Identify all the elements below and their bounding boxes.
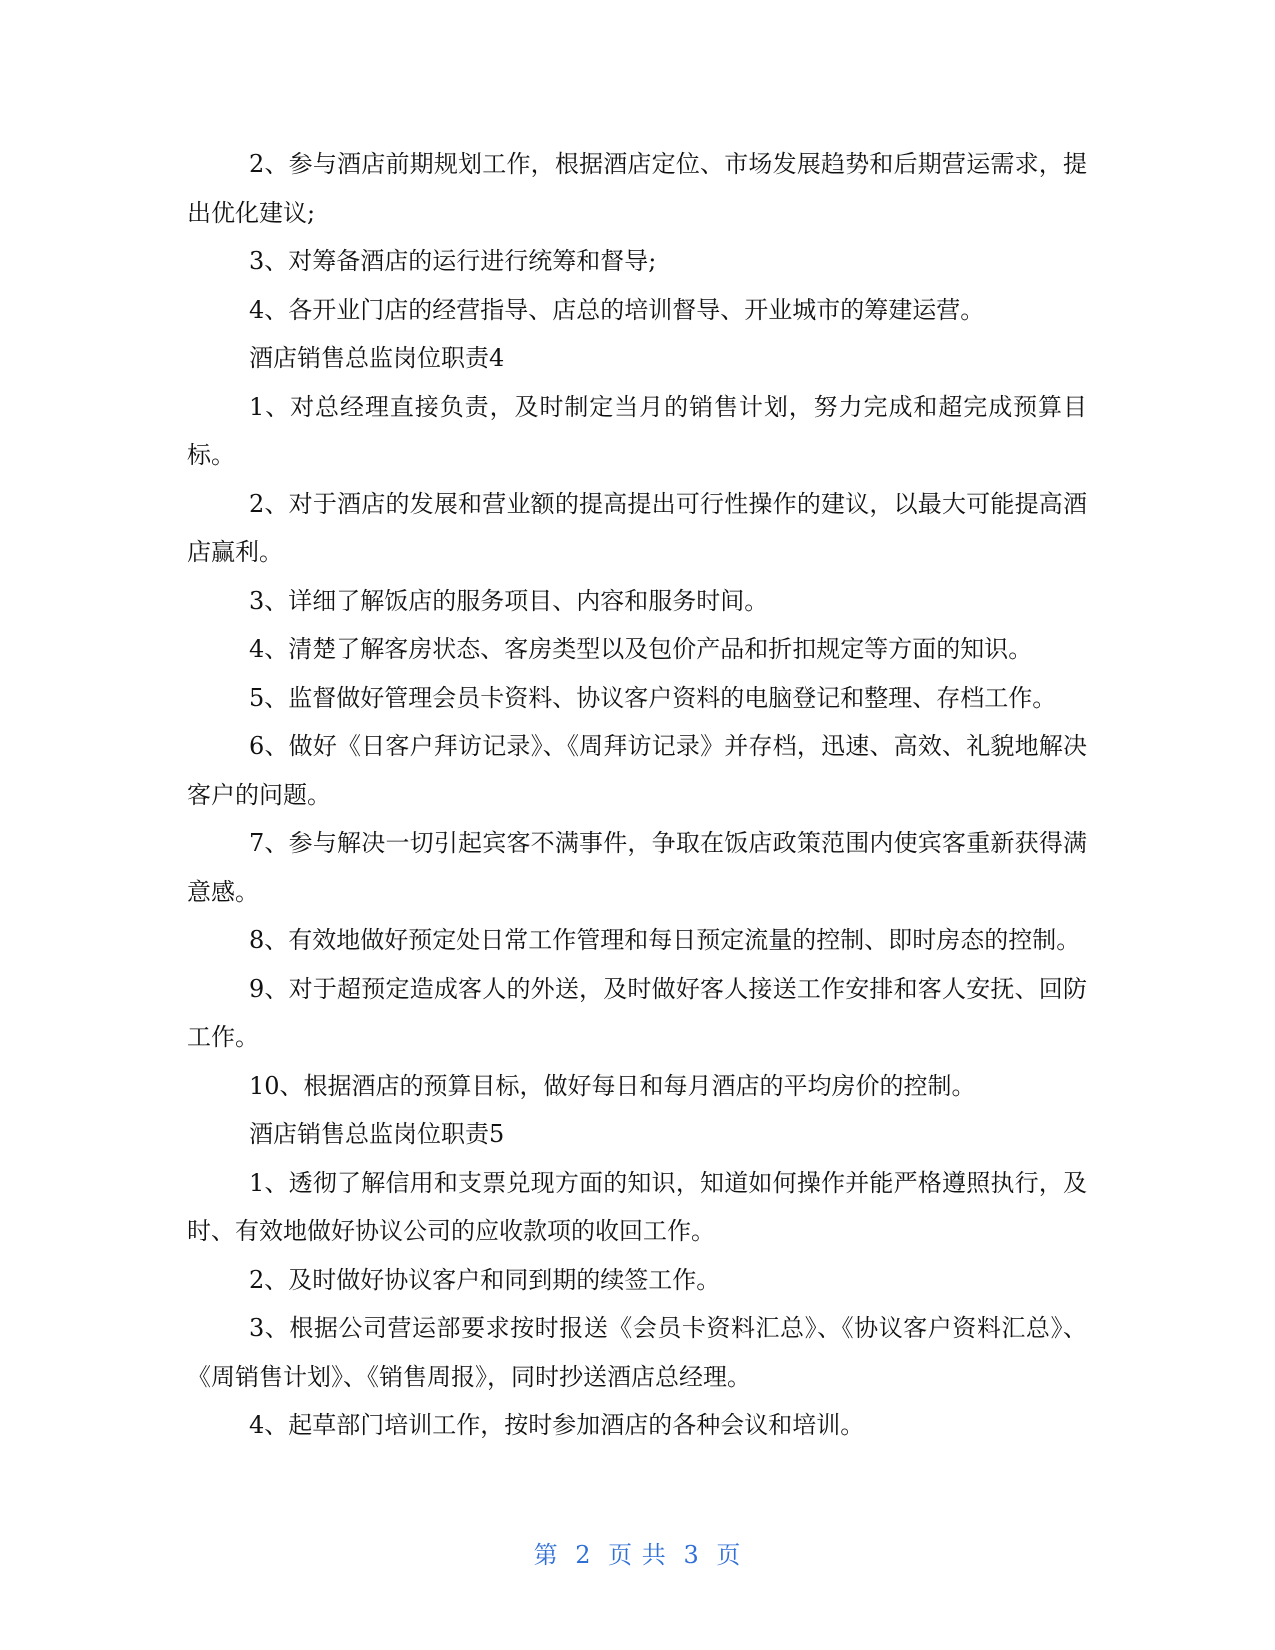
paragraph: 2、参与酒店前期规划工作，根据酒店定位、市场发展趋势和后期营运需求，提出优化建议; (187, 150, 1087, 227)
paragraph: 10、根据酒店的预算目标，做好每日和每月酒店的平均房价的控制。 (249, 1071, 976, 1100)
footer-suffix: 页 (716, 1541, 742, 1569)
document-body (187, 140, 1087, 1450)
footer-total-pages: 3 (683, 1541, 700, 1569)
page-footer (0, 1535, 1275, 1570)
section-heading: 酒店销售总监岗位职责5 (249, 1120, 505, 1148)
paragraph: 4、清楚了解客房状态、客房类型以及包价产品和折扣规定等方面的知识。 (249, 635, 1033, 663)
footer-middle: 页 共 (608, 1541, 667, 1569)
paragraph: 9、对于超预定造成客人的外送，及时做好客人接送工作安排和客人安抚、回防工作。 (187, 974, 1087, 1051)
section-heading: 酒店销售总监岗位职责4 (249, 344, 505, 372)
paragraph: 2、对于酒店的发展和营业额的提高提出可行性操作的建议，以最大可能提高酒店赢利。 (187, 489, 1087, 566)
paragraph: 1、透彻了解信用和支票兑现方面的知识，知道如何操作并能严格遵照执行，及时、有效地做好协议公司的应收款项的收回工作。 (187, 1168, 1087, 1245)
paragraph: 5、监督做好管理会员卡资料、协议客户资料的电脑登记和整理、存档工作。 (249, 683, 1057, 712)
paragraph: 3、对筹备酒店的运行进行统筹和督导; (249, 247, 657, 275)
paragraph: 3、根据公司营运部要求按时报送《会员卡资料汇总》、《协议客户资料汇总》、《周销售计划》、《销售周报》，同时抄送酒店总经理。 (187, 1314, 1087, 1391)
paragraph: 3、详细了解饭店的服务项目、内容和服务时间。 (249, 586, 769, 615)
footer-prefix: 第 (533, 1541, 559, 1569)
paragraph: 4、起草部门培训工作，按时参加酒店的各种会议和培训。 (249, 1411, 865, 1439)
paragraph: 1、对总经理直接负责，及时制定当月的销售计划，努力完成和超完成预算目标。 (187, 392, 1087, 469)
paragraph: 7、参与解决一切引起宾客不满事件，争取在饭店政策范围内使宾客重新获得满意感。 (187, 829, 1087, 906)
paragraph: 2、及时做好协议客户和同到期的续签工作。 (249, 1265, 721, 1294)
paragraph: 8、有效地做好预定处日常工作管理和每日预定流量的控制、即时房态的控制。 (249, 926, 1081, 954)
footer-page-number: 2 (575, 1541, 592, 1569)
paragraph: 4、各开业门店的经营指导、店总的培训督导、开业城市的筹建运营。 (249, 295, 985, 324)
paragraph: 6、做好《日客户拜访记录》、《周拜访记录》并存档，迅速、高效、礼貌地解决客户的问题。 (187, 732, 1087, 809)
